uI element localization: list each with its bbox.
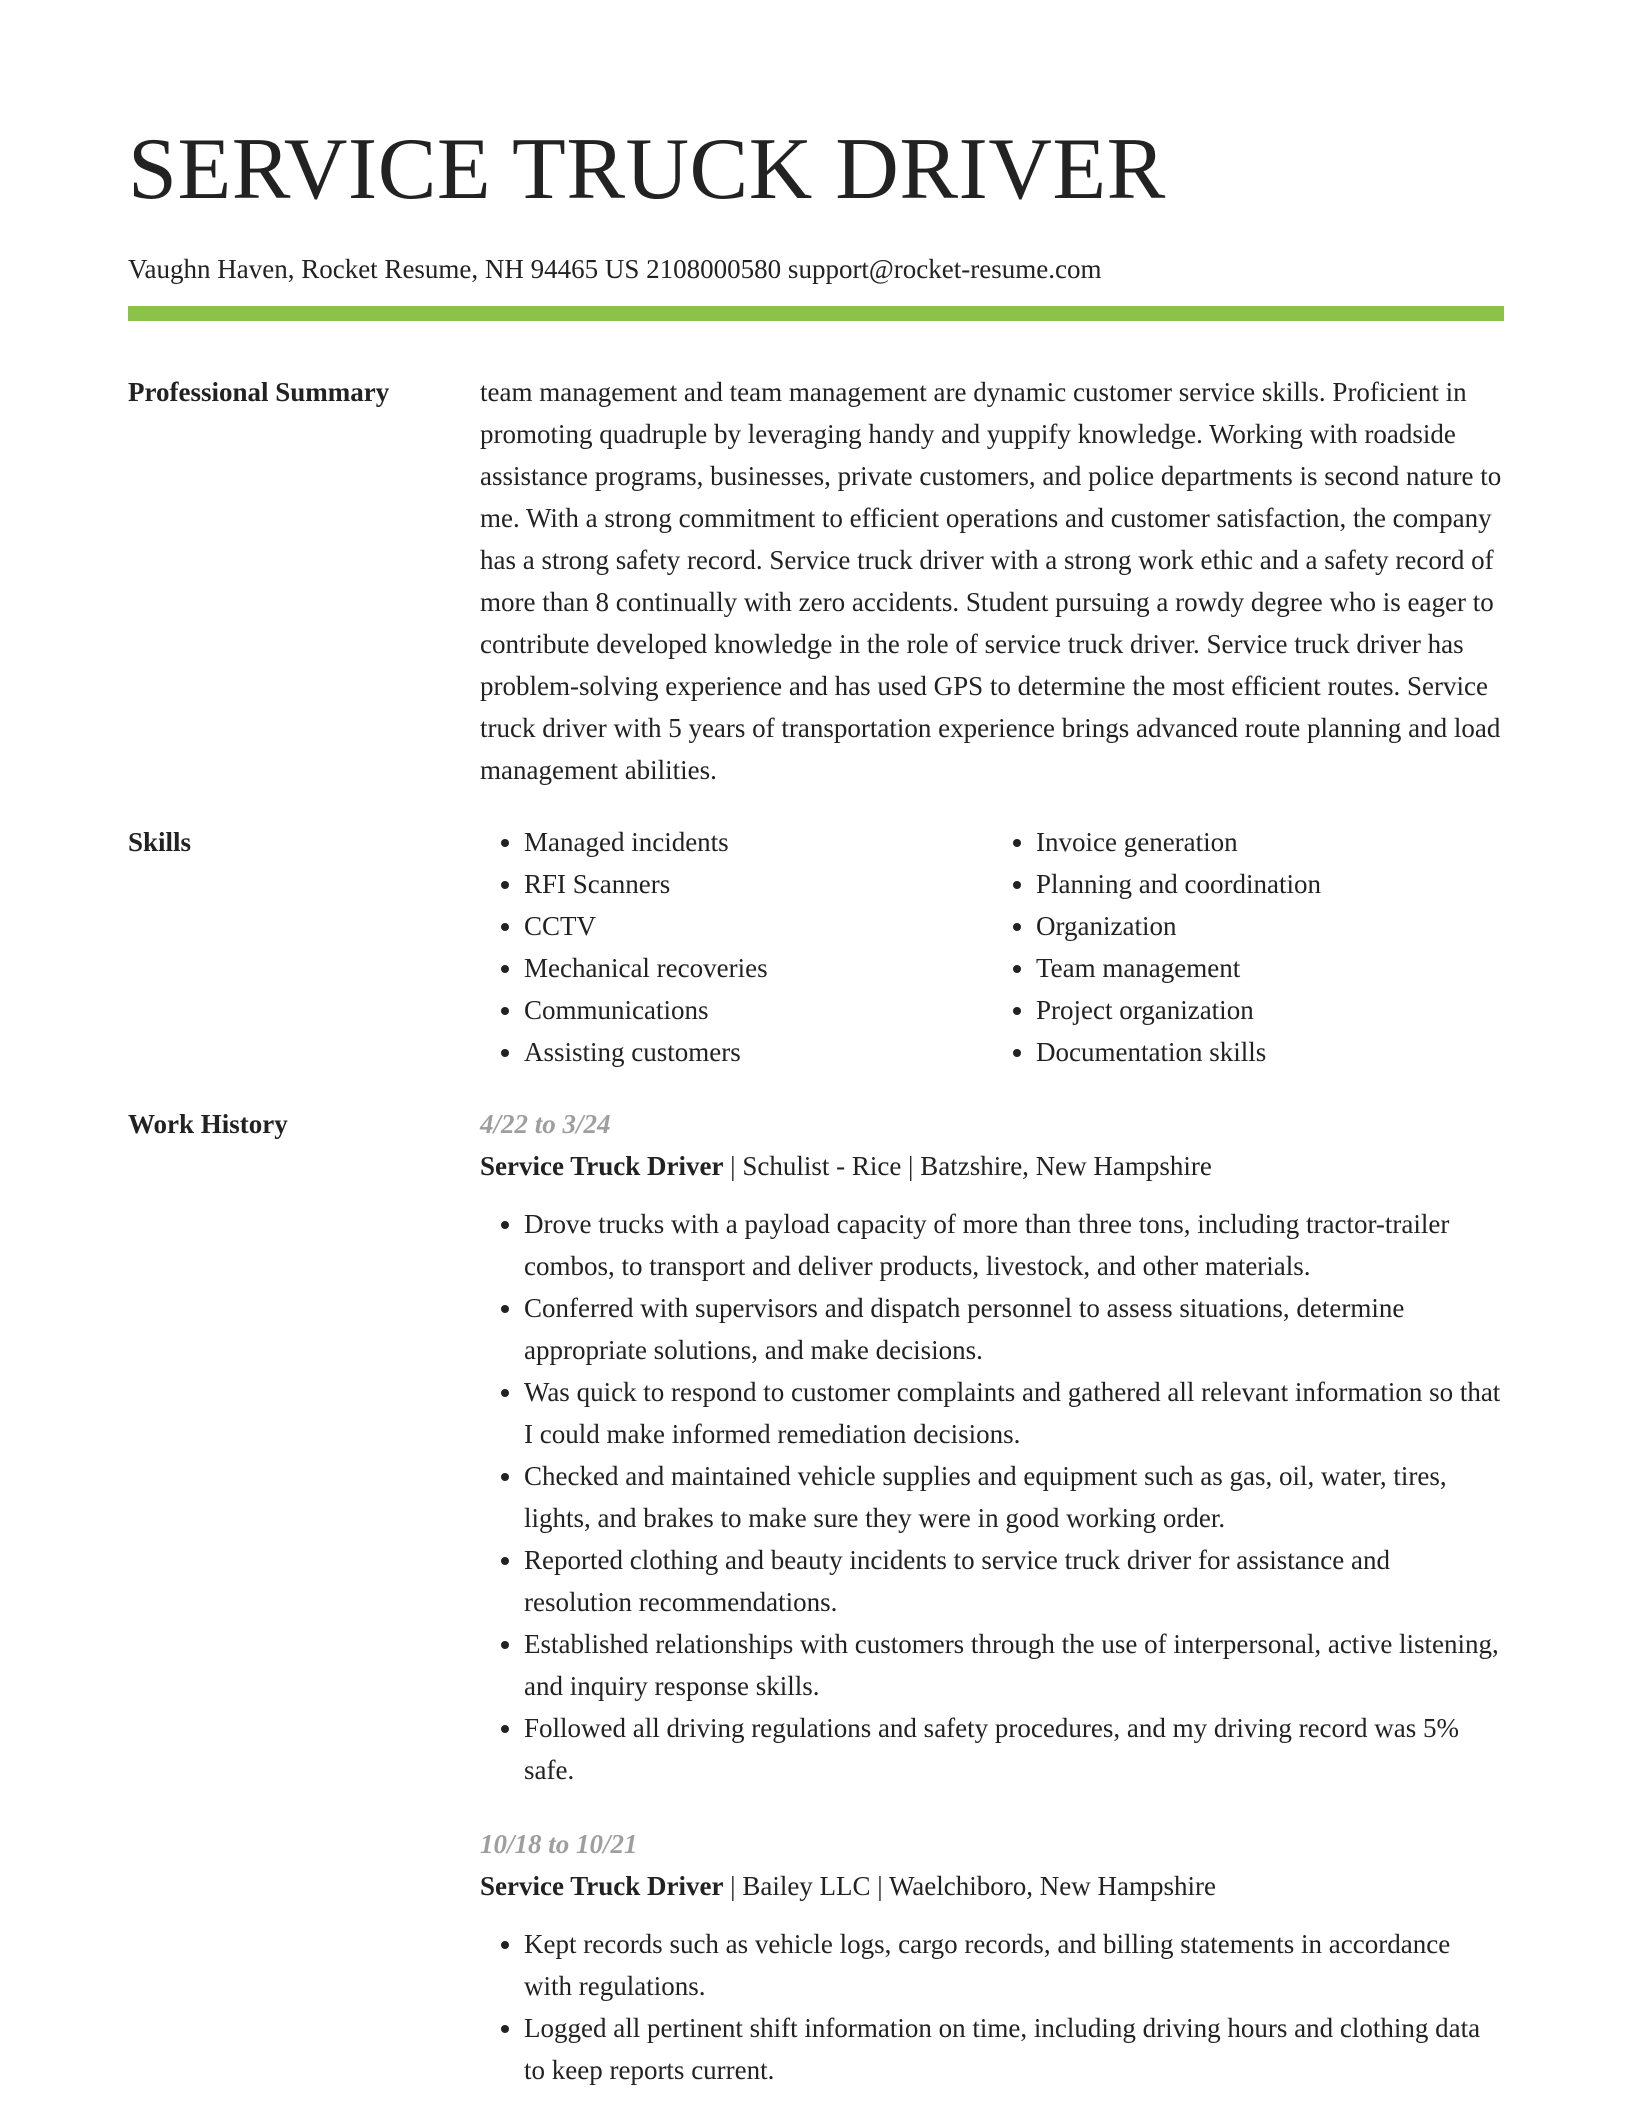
skills-columns [480,821,1504,1073]
summary-heading: Professional Summary [128,377,390,407]
skill-item: • RFI Scanners [524,863,992,905]
job-bullet: • Kept records such as vehicle logs, cargo records, and billing statements in accordance with regulations. [524,1923,1504,2007]
job-title: Service Truck Driver [480,1871,724,1901]
skill-item: • Documentation skills [1036,1031,1504,1073]
job-bullet: • Drove trucks with a payload capacity of more than three tons, including tractor-trailer combos, to transport and deliver products, livestock, and other materials. [524,1203,1504,1287]
header-divider [128,306,1504,321]
job-dates: 4/22 to 3/24 [480,1109,611,1139]
work-history-body [480,1103,1504,2091]
resume-page [128,0,1504,2091]
job-dates: 10/18 to 10/21 [480,1829,638,1859]
job-bullet: • Conferred with supervisors and dispatch personnel to assess situations, determine appropriate solutions, and make decisions. [524,1287,1504,1371]
skill-item: • Invoice generation [1036,821,1504,863]
job-bullet: • Followed all driving regulations and safety procedures, and my driving record was 5% safe. [524,1707,1504,1791]
skill-item: • Project organization [1036,989,1504,1031]
resume-title: SERVICE TRUCK DRIVER [128,121,1166,218]
job-title-line [480,1865,1504,1907]
job-title-line [480,1145,1504,1187]
skills-heading: Skills [128,827,192,857]
summary-text: team management and team management are dynamic customer service skills. Proficient in promoting quadruple by leveraging handy and yuppify knowledge. Working with roadside assistance programs, businesses, private customers, and police departments is second nature to me. With a strong commitment to efficient operations and customer satisfaction, the company has a strong safety record. Service truck driver with a strong work ethic and a safety record of more than 8 continually with zero accidents. Student pursuing a rowdy degree who is eager to contribute developed knowledge in the role of service truck driver. Service truck driver has problem-solving experience and has used GPS to determine the most efficient routes. Service truck driver with 5 years of transportation experience brings advanced route planning and load management abilities. [480,377,1502,785]
job-bullet: • Established relationships with customers through the use of interpersonal, active listening, and inquiry response skills. [524,1623,1504,1707]
job-bullet: • Reported clothing and beauty incidents to service truck driver for assistance and resolution recommendations. [524,1539,1504,1623]
skill-item: • Team management [1036,947,1504,989]
skill-item: • Communications [524,989,992,1031]
job-details: | Schulist - Rice | Batzshire, New Hampshire [723,1151,1212,1181]
job-title: Service Truck Driver [480,1151,724,1181]
skill-item: • CCTV [524,905,992,947]
job-bullet: • Logged all pertinent shift information on time, including driving hours and clothing data to keep reports current. [524,2007,1504,2091]
job-entry [480,1103,1504,1791]
skill-item: • Organization [1036,905,1504,947]
job-bullets [480,1923,1504,2091]
job-details: | Bailey LLC | Waelchiboro, New Hampshire [723,1871,1216,1901]
contact-line: Vaughn Haven, Rocket Resume, NH 94465 US 2108000580 support@rocket-resume.com [128,254,1102,284]
job-bullets [480,1203,1504,1791]
job-bullet: • Was quick to respond to customer complaints and gathered all relevant information so that I could make informed remediation decisions. [524,1371,1504,1455]
skill-item: • Planning and coordination [1036,863,1504,905]
skills-list-left [480,821,992,1073]
skill-item: • Assisting customers [524,1031,992,1073]
skills-section [128,821,1504,1073]
job-entry [480,1823,1504,2091]
work-history-heading: Work History [128,1109,288,1139]
job-bullet: • Checked and maintained vehicle supplies and equipment such as gas, oil, water, tires, lights, and brakes to make sure they were in good working order. [524,1455,1504,1539]
summary-section [128,371,1504,791]
skill-item: • Managed incidents [524,821,992,863]
skills-body [480,821,1504,1073]
work-history-section [128,1103,1504,2091]
summary-body [480,371,1504,791]
skills-list-right [992,821,1504,1073]
skill-item: • Mechanical recoveries [524,947,992,989]
